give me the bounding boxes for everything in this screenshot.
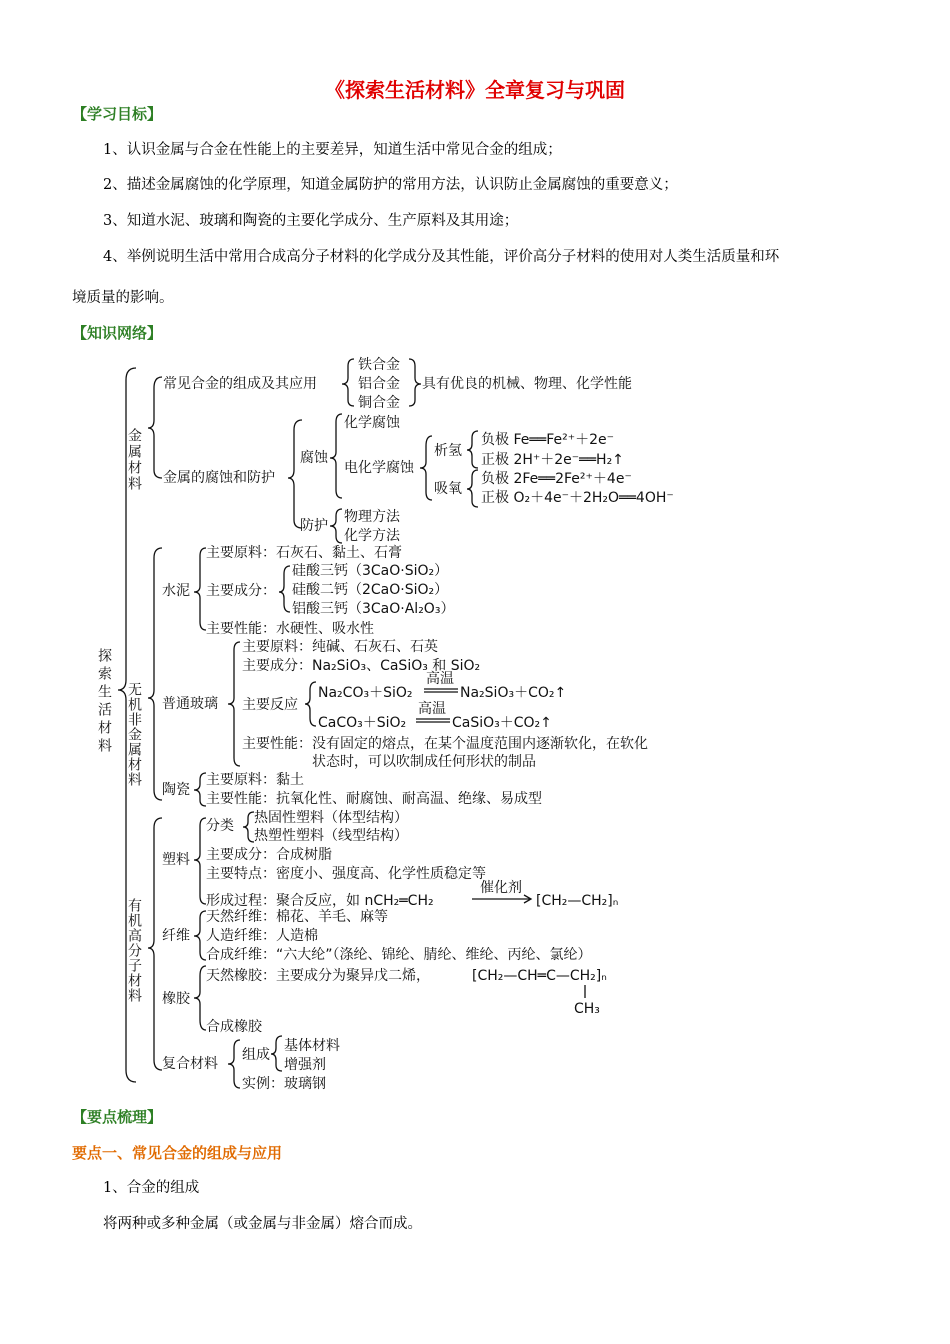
fiber-natural: 天然纤维：棉花、羊毛、麻等 [206, 909, 388, 925]
classify-brace [243, 812, 254, 842]
thermoset: 热固性塑料（体型结构） [254, 810, 408, 826]
oxygen-absorption-label: 吸氧 [434, 481, 462, 497]
composite-label: 复合材料 [162, 1056, 218, 1072]
glass-brace [228, 642, 240, 766]
cement-brace [194, 548, 206, 630]
polyethylene-product: [CH₂—CH₂]ₙ [536, 893, 619, 909]
corrosion-brace [288, 420, 302, 528]
glass-raw: 主要原料：纯碱、石灰石、石英 [242, 639, 438, 655]
rubber-methyl: CH₃ [574, 1001, 600, 1017]
corrosion-label: 腐蚀 [300, 450, 328, 466]
reaction-2-condition: 高温 [418, 701, 446, 717]
h-positive: 正极 2H⁺＋2e⁻══H₂↑ [481, 452, 624, 468]
matrix-material: 基体材料 [284, 1038, 340, 1054]
catalyst-label: 催化剂 [480, 880, 522, 896]
electro-brace [420, 436, 432, 500]
glass-label: 普通玻璃 [162, 696, 218, 712]
ceramic-brace [194, 773, 206, 806]
page-title: 《探索生活材料》全章复习与巩固 [325, 78, 625, 102]
rubber-natural: 天然橡胶：主要成分为聚异戊二烯， [206, 968, 430, 984]
metal-label: 金属材料 [126, 428, 142, 492]
thermoplastic: 热塑性塑料（线型结构） [254, 828, 408, 844]
corrosion-branch-label: 金属的腐蚀和防护 [163, 470, 275, 486]
composition-brace [271, 1036, 282, 1071]
inorganic-label: 无机非金属材料 [126, 682, 142, 787]
section-heading-goals: 【学习目标】 [72, 105, 163, 123]
cement-comp-brace [279, 566, 290, 612]
alloy-iron: 铁合金 [358, 357, 400, 373]
rubber-brace [194, 966, 206, 1030]
protection-label: 防护 [300, 518, 328, 534]
o-brace [467, 470, 478, 507]
physical-method: 物理方法 [344, 509, 400, 525]
hydrogen-evolution-label: 析氢 [434, 443, 462, 459]
keypoint-1-text: 将两种或多种金属（或金属与非金属）熔合而成。 [103, 1216, 422, 1232]
glass-reaction-label: 主要反应 [242, 697, 298, 713]
fiber-brace [194, 911, 206, 960]
plastic-formation: 形成过程：聚合反应，如 nCH₂═CH₂ [206, 893, 434, 909]
keypoint-1-subheading: 1、合金的组成 [103, 1180, 200, 1196]
rubber-formula: [CH₂—CH═C—CH₂]ₙ [472, 968, 607, 984]
alloy-copper: 铜合金 [358, 395, 400, 411]
goal-item-1: 1、认识金属与合金在性能上的主要差异，知道生活中常见合金的组成； [103, 142, 562, 158]
ceramic-property: 主要性能：抗氧化性、耐腐蚀、耐高温、绝缘、易成型 [206, 791, 542, 807]
alloy-brace [342, 359, 354, 406]
fiber-artificial: 人造纤维：人造棉 [206, 928, 318, 944]
reinforcement: 增强剂 [284, 1057, 326, 1073]
inorganic-brace [148, 548, 162, 800]
corrosion-type-brace [330, 414, 342, 498]
goal-item-3: 3、知道水泥、玻璃和陶瓷的主要化学成分、生产原料及其用途； [103, 213, 519, 229]
composite-brace [228, 1040, 240, 1088]
alloy-right-brace [409, 359, 421, 406]
cement-item-3: 铝酸三钙（3CaO·Al₂O₃） [292, 601, 455, 617]
fiber-label: 纤维 [162, 928, 190, 944]
plastic-label: 塑料 [162, 852, 190, 868]
alloy-note: 具有优良的机械、物理、化学性能 [422, 376, 632, 392]
ceramic-label: 陶瓷 [162, 782, 190, 798]
fiber-synthetic: 合成纤维：“六大纶”（涤纶、锦纶、腈纶、维纶、丙纶、氯纶） [206, 947, 592, 963]
protection-brace [330, 509, 342, 543]
o-positive: 正极 O₂＋4e⁻＋2H₂O══4OH⁻ [481, 490, 674, 506]
root-label: 探索生活材料 [96, 648, 112, 756]
composition-label: 组成 [242, 1047, 270, 1063]
plastic-features: 主要特点：密度小、强度高、化学性质稳定等 [206, 866, 486, 882]
reaction-1-left: Na₂CO₃＋SiO₂ [318, 685, 413, 701]
alloy-aluminum: 铝合金 [358, 376, 400, 392]
cement-raw: 主要原料：石灰石、黏土、石膏 [206, 545, 402, 561]
glass-composition: 主要成分：Na₂SiO₃、CaSiO₃ 和 SiO₂ [242, 658, 481, 674]
plastic-composition: 主要成分：合成树脂 [206, 847, 332, 863]
reaction-brace [305, 682, 316, 726]
chem-corrosion: 化学腐蚀 [344, 415, 400, 431]
electro-corrosion: 电化学腐蚀 [344, 460, 414, 476]
chemical-method: 化学方法 [344, 528, 400, 544]
section-heading-network: 【知识网络】 [72, 324, 163, 342]
rubber-synthetic: 合成橡胶 [206, 1019, 262, 1035]
glass-property-2: 状态时，可以吹制成任何形状的制品 [312, 754, 536, 770]
reaction-1-right: Na₂SiO₃＋CO₂↑ [460, 685, 567, 701]
cement-item-2: 硅酸二钙（2CaO·SiO₂） [292, 582, 449, 598]
polymer-label: 有机高分子材料 [126, 898, 142, 1003]
o-negative: 负极 2Fe══2Fe²⁺＋4e⁻ [481, 471, 632, 487]
cement-property: 主要性能：水硬性、吸水性 [206, 621, 374, 637]
metal-brace [148, 377, 162, 478]
goal-item-2: 2、描述金属腐蚀的化学原理，知道金属防护的常用方法，认识防止金属腐蚀的重要意义； [103, 177, 678, 193]
classify-label: 分类 [206, 818, 234, 834]
ceramic-raw: 主要原料：黏土 [206, 772, 304, 788]
section-heading-points: 【要点梳理】 [72, 1108, 163, 1126]
polymer-brace [148, 818, 162, 1070]
goal-item-4-continued: 境质量的影响。 [72, 290, 174, 306]
glass-property-1: 主要性能：没有固定的熔点，在某个温度范围内逐渐软化，在软化 [242, 736, 648, 752]
h-brace [467, 431, 478, 468]
h-negative: 负极 Fe══Fe²⁺＋2e⁻ [481, 432, 615, 448]
alloy-branch-label: 常见合金的组成及其应用 [163, 376, 317, 392]
goal-item-4: 4、举例说明生活中常用合成高分子材料的化学成分及其性能，评价高分子材料的使用对人类生活质量和环 [103, 249, 780, 265]
composite-example: 实例：玻璃钢 [242, 1076, 326, 1092]
cement-composition: 主要成分： [206, 583, 276, 599]
plastic-brace [194, 818, 206, 904]
rubber-label: 橡胶 [162, 991, 190, 1007]
keypoint-1-heading: 要点一、常见合金的组成与应用 [72, 1144, 283, 1162]
reaction-2-right: CaSiO₃＋CO₂↑ [452, 715, 552, 731]
reaction-1-condition: 高温 [426, 671, 454, 687]
cement-item-1: 硅酸三钙（3CaO·SiO₂） [292, 563, 449, 579]
reaction-2-left: CaCO₃＋SiO₂ [318, 715, 407, 731]
cement-label: 水泥 [162, 583, 190, 599]
